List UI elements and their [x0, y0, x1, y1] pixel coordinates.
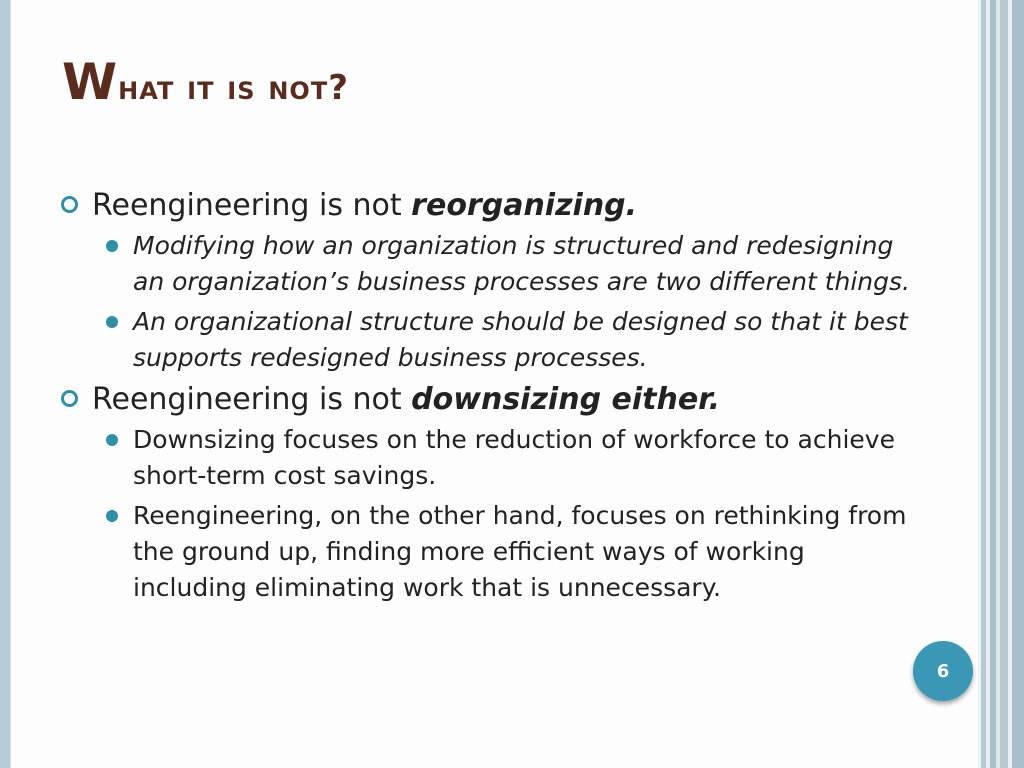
dot-bullet-icon — [106, 510, 118, 522]
sub-bullet-reengineering — [60, 498, 910, 606]
slide-title: What it is not? — [62, 53, 349, 111]
sub-bullet-text: Modifying how an organization is structured and redesigning an organization’s business processes are two different things. — [133, 231, 910, 296]
sub-bullet-downsizing — [60, 422, 910, 494]
dot-bullet-icon — [106, 434, 118, 446]
sub-bullet-text: Downsizing focuses on the reduction of workforce to achieve short-term cost savings. — [133, 425, 895, 490]
sub-bullet-structure — [60, 228, 910, 300]
sub-bullet-text: An organizational structure should be designed so that it best supports redesigned business processes. — [133, 307, 908, 372]
dot-bullet-icon — [106, 316, 118, 328]
left-decorative-stripe — [0, 0, 11, 768]
dot-bullet-icon — [106, 240, 118, 252]
page-number-badge: 6 — [913, 641, 973, 701]
bullet-reorganizing — [60, 186, 910, 226]
sub-bullet-text: Reengineering, on the other hand, focuses on rethinking from the ground up, finding more efficient ways of working including eliminating work that is unnecessary. — [133, 501, 907, 602]
sub-bullet-org-structure — [60, 304, 910, 376]
bullet-emphasis: reorganizing. — [411, 188, 638, 223]
slide-body — [60, 186, 910, 610]
bullet-text: Reengineering is not — [92, 188, 412, 223]
right-decorative-stripes — [978, 0, 1024, 768]
ring-bullet-icon — [61, 390, 78, 407]
bullet-downsizing — [60, 380, 910, 420]
bullet-emphasis: downsizing either. — [411, 382, 721, 417]
ring-bullet-icon — [61, 196, 78, 213]
bullet-text: Reengineering is not — [92, 382, 412, 417]
